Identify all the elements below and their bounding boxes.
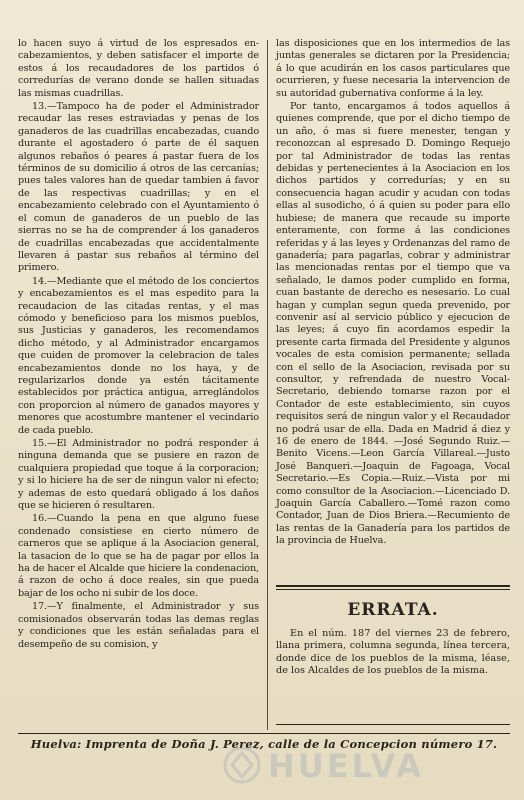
imprint-line: Huelva: Imprenta de Doña J. Perez, calle de la Concepcion número 17.	[30, 737, 498, 751]
errata-bottom-rule	[276, 724, 510, 725]
paragraph-13: 13.—Tampoco ha de poder el Administrador recaudar las reses estraviadas y penas de los ganaderos de las cuadrillas encabezadas, cuando durante el agostadero ó parte de él saquen algunos rebaños ó peares á pastar fuera de los términos de su domicilio á otros de las cercanías; pues tales valores han de quedar tambien á favor de las respectivas cuadrillas; y en el encabezamiento celebrado con el Ayuntamiento ó el comun de ganaderos de un pueblo de las sierras no se ha de comprender á los ganaderos de cuadrillas encabezadas que accidentalmente llevaren á pastar sus rebaños al término del primero.	[18, 101, 259, 274]
imprint-rule	[18, 733, 510, 734]
errata-top-rule	[276, 585, 510, 590]
paragraph-por-tanto: Por tanto, encargamos á todos aquellos á quienes comprende, que por el dicho tiempo de un año, ó mas si fuere menester, tengan y reconozcan al espresado D. Domingo Requejo por tal Administrador de todas las rentas debidas y pertenecientes á la Asociacion en los dichos partidos y corredurías; y en su consecuencia hagan acudir y acudan con todas ellas al susodicho, ó á quien su poder para ello hubiese; de manera que recaude su importe enteramente, con forme á las condiciones referidas y á las leyes y Ordenanzas del ramo de ganadería; para pagarlas, cobrar y administrar las mencionadas rentas por el tiempo que va señalado, le damos poder cumplido en forma, cuan bastante de derecho es nesesario. Lo cual hagan y cumplan segun queda prevenido, por convenir así al servicio público y ejecucion de las leyes; á cuyo fin acordamos espedir la presente carta firmada del Presidente y algunos vocales de esta comision permanente; sellada con el sello de la Asociacion, revisada por su consultor, y refrendada de nuestro Vocal-Secretario, debiendo tomarse razon por el Contador de este establecimiento, sin cuyos requisitos será de ningun valor y el Recaudador no podrá usar de ella. Dada en Madrid á diez y 16 de enero de 1844. —José Segundo Ruiz.—Benito Vicens.—Leon García Villareal.—Justo José Banqueri.—Joaquin de Fagoaga, Vocal Secretario.—Es Copia.—Ruiz.—Vista por mi como consultor de la Asociacion.—Licenciado D. Joaquin García Caballero.—Tomé razon como Contador, Juan de Dios Briera.—Recumiento de las rentas de la Ganadería para los partidos de la provincia de Huelva.	[276, 101, 510, 547]
paragraph-continuation-right: las disposiciones que en los intermedios de las juntas generales se dictaren por la Presidencia; á lo que acudirán en los casos particulares que ocurrieren, y fuese necesaria la intervencion de su autoridad gubernativa conforme á la ley.	[276, 38, 510, 99]
paragraph-continuation: lo hacen suyo á virtud de los espresados en-cabezamientos, y deben satisfacer el importe de estos á los recaudadores de los partidos ó corredurías de verano donde se hallen situadas las mismas cuadrillas.	[18, 38, 259, 99]
left-column	[18, 38, 259, 651]
huelva-watermark-logo	[220, 740, 500, 790]
paragraph-15: 15.—El Administrador no podrá responder á ninguna demanda que se pusiere en razon de cualquiera propiedad que toque á la corporacion; y si lo hiciere ha de ser de ningun valor ni efecto; y ademas de esto quedará obligado á los daños que se hicieren ó resultaren.	[18, 438, 259, 512]
errata-heading: ERRATA.	[347, 600, 439, 620]
watermark-text: HUELVA	[268, 747, 424, 785]
column-divider	[267, 40, 268, 730]
right-column	[276, 38, 510, 548]
paragraph-16: 16.—Cuando la pena en que alguno fuese condenado consistiese en cierto número de carneros que se aplique á la Asociacion general, la tasacion de lo que se ha de pagar por ellos la ha de hacer el Alcalde que hiciere la condenacion, á razon de ocho á doce reales, sin que pueda bajar de los ocho ni subir de los doce.	[18, 513, 259, 599]
errata-body	[276, 628, 510, 678]
paragraph-17: 17.—Y finalmente, el Administrador y sus comisionados observarán todas las demas reglas y condiciones que les están señaladas para el desempeño de su comision, y	[18, 601, 259, 650]
paragraph-14: 14.—Mediante que el método de los conciertos y encabezamientos es el mas espedito para la recaudacion de las citadas rentas, y el mas cómodo y beneficioso para los mismos pueblos, sus Justicias y ganaderos, les recomendamos dicho método, y al Administrador encargamos que cuiden de promover la celebracion de tales encabezamientos donde no los haya, y de regularizarlos donde ya estén tácitamente establecidos por práctica antigua, arreglándolos con proporcion al número de ganados mayores y menores que acostumbre mantener el vecindario de cada pueblo.	[18, 275, 259, 436]
errata-paragraph: En el núm. 187 del viernes 23 de febrero, llana primera, columna segunda, línea tercera, donde dice de los pueblos de la misma, léase, de los Alcaldes de los pueblos de la misma.	[276, 628, 510, 677]
